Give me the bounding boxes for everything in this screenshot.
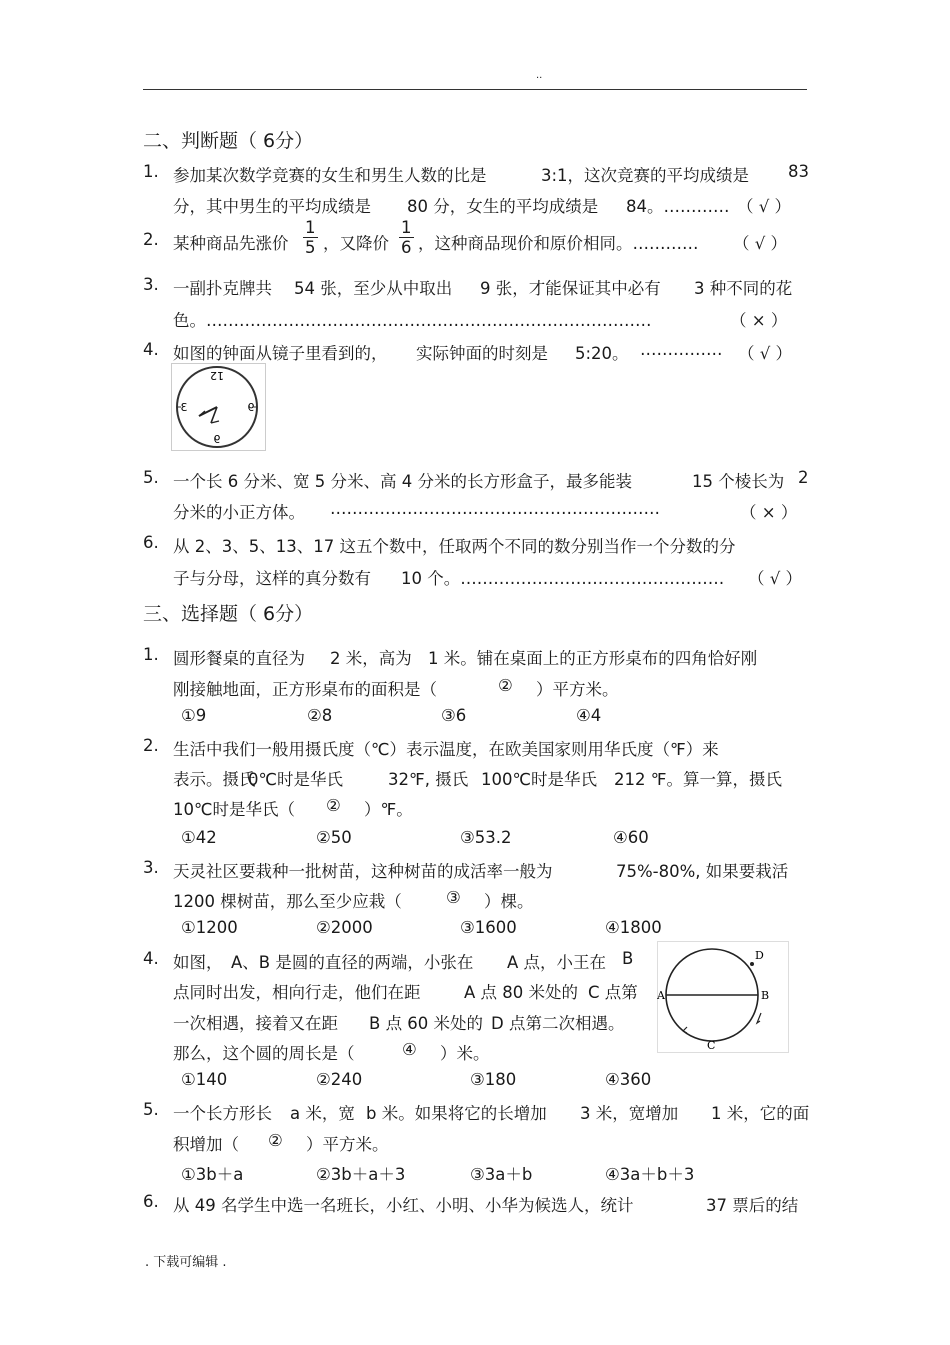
q3-5-option-2: ②3b＋a＋3 — [316, 1165, 406, 1184]
q3-4-text-g: C 点第 — [588, 983, 638, 1002]
q3-4-option-2: ②240 — [316, 1070, 363, 1089]
q3-2-option-1: ①42 — [181, 828, 217, 847]
q3-4-text-h: 一次相遇，接着又在距 — [173, 1014, 338, 1033]
q2-1-text-f: 84。………… — [626, 197, 730, 216]
q2-6-answer: （ √ ） — [748, 569, 803, 588]
q3-2-option-2: ②50 — [316, 828, 352, 847]
q3-5-text-e: 1 米，它的面 — [711, 1104, 810, 1123]
q2-1-answer: （ √ ） — [737, 197, 792, 216]
q3-1-text-b: 2 米，高为 — [330, 649, 412, 668]
q2-4-text-d: …………… — [640, 340, 723, 359]
fraction-denominator: 5 — [305, 238, 316, 257]
q3-1-option-1: ①9 — [181, 706, 207, 725]
q3-2-text-f: 212 ℉。算一算，摄氏 — [614, 770, 782, 789]
q3-2-text-e: 100℃时是华氏 — [481, 770, 598, 789]
q3-3-option-4: ④1800 — [605, 918, 662, 937]
fraction-numerator: 1 — [401, 218, 412, 237]
q2-6-number: 6. — [143, 533, 159, 552]
q2-3-text-d: 3 种不同的花 — [694, 279, 793, 298]
q3-1-text-e: ）平方米。 — [536, 680, 619, 699]
q2-4-answer: （ √ ） — [738, 344, 793, 363]
q3-4-text-d: B — [622, 949, 634, 968]
q2-2-number: 2. — [143, 230, 159, 249]
q2-2-text-c: ，这种商品现价和原价相同。………… — [418, 234, 699, 253]
q3-2-answer: ② — [326, 796, 341, 815]
q3-2-option-4: ④60 — [613, 828, 649, 847]
q2-4-number: 4. — [143, 340, 159, 359]
q3-4-text-e: 点同时出发，相向行走，他们在距 — [173, 983, 421, 1002]
q2-1-text-e: 80 分，女生的平均成绩是 — [407, 197, 599, 216]
q3-2-option-3: ③53.2 — [460, 828, 512, 847]
q3-4-text-a: 如图， — [173, 953, 223, 972]
q3-4-text-f: A 点 80 米处的 — [464, 983, 579, 1002]
point-a-label: A — [657, 989, 665, 1002]
q3-3-answer: ③ — [446, 888, 461, 907]
q3-4-text-j: D 点第二次相遇。 — [491, 1014, 625, 1033]
q3-4-option-3: ③180 — [470, 1070, 517, 1089]
section-2-title: 二、判断题（ 6分） — [143, 130, 314, 152]
q2-3-text-b: 54 张，至少从中取出 — [294, 279, 453, 298]
section-3-title: 三、选择题（ 6分） — [143, 603, 314, 625]
q2-2-text-b: ，又降价 — [323, 234, 389, 253]
q3-5-option-3: ③3a＋b — [470, 1165, 533, 1184]
q3-1-number: 1. — [143, 645, 159, 664]
q2-3-number: 3. — [143, 275, 159, 294]
q3-6-number: 6. — [143, 1192, 159, 1211]
header-dots: .. — [536, 70, 543, 81]
q3-4-text-i: B 点 60 米处的 — [369, 1014, 484, 1033]
q2-3-text-a: 一副扑克牌共 — [173, 279, 272, 298]
q2-4-text-c: 5:20。 — [575, 344, 629, 363]
q3-5-answer: ② — [268, 1131, 283, 1150]
q3-1-option-3: ③6 — [441, 706, 467, 725]
q2-1-text-c: 83 — [788, 162, 809, 181]
q2-4-text-b: 实际钟面的时刻是 — [416, 344, 548, 363]
q3-2-number: 2. — [143, 736, 159, 755]
q3-3-option-2: ②2000 — [316, 918, 373, 937]
q3-2-text-c: 0℃时是华氏 — [248, 770, 344, 789]
q3-1-option-2: ②8 — [307, 706, 333, 725]
q3-3-text-c: 1200 棵树苗，那么至少应栽（ — [173, 892, 402, 911]
q3-5-text-d: 3 米，宽增加 — [580, 1104, 679, 1123]
point-c-label: C — [707, 1039, 716, 1052]
q3-2-text-g: 10℃时是华氏（ — [173, 800, 296, 819]
q3-6-text-b: 37 票后的结 — [706, 1196, 799, 1215]
q2-2-answer: （ √ ） — [733, 234, 788, 253]
q3-5-text-a: 一个长方形长 — [173, 1104, 272, 1123]
q2-6-text-b: 子与分母，这样的真分数有 — [173, 569, 371, 588]
q2-1-text-d: 分，其中男生的平均成绩是 — [173, 197, 371, 216]
q3-1-text-d: 刚接触地面，正方形桌布的面积是（ — [173, 680, 437, 699]
arrow-right — [757, 1013, 761, 1023]
q3-3-text-b: 75%-80%, 如果要栽活 — [616, 862, 789, 881]
q3-6-text-a: 从 49 名学生中选一名班长，小红、小明、小华为候选人，统计 — [173, 1196, 634, 1215]
q3-3-number: 3. — [143, 858, 159, 877]
q3-5-number: 5. — [143, 1100, 159, 1119]
q2-3-answer: （ × ） — [730, 311, 788, 330]
q2-4-text-a: 如图的钟面从镜子里看到的， — [173, 344, 388, 363]
q3-1-text-a: 圆形餐桌的直径为 — [173, 649, 305, 668]
q3-4-text-l: ）米。 — [440, 1044, 490, 1063]
point-d-label: D — [755, 949, 764, 962]
fraction-numerator: 1 — [305, 218, 316, 237]
q2-6-text-a: 从 2、3、5、13、17 这五个数中，任取两个不同的数分别当作一个分数的分 — [173, 537, 736, 556]
mirrored-clock-figure — [171, 363, 266, 451]
page-footer: . 下载可编辑 . — [145, 1255, 227, 1270]
q3-4-text-c: A 点，小王在 — [507, 953, 607, 972]
clock-label-right: 9 — [247, 401, 255, 414]
q3-5-text-c: b 米。如果将它的长增加 — [366, 1104, 547, 1123]
q2-2-text-a: 某种商品先涨价 — [173, 234, 289, 253]
q3-1-option-4: ④4 — [576, 706, 602, 725]
fraction-one-sixth — [396, 218, 417, 257]
q3-3-text-a: 天灵社区要栽种一批树苗，这种树苗的成活率一般为 — [173, 862, 553, 881]
q2-5-text-e: …………………………………………………… — [330, 499, 660, 518]
q2-5-text-b: 15 个棱长为 — [692, 472, 785, 491]
q3-4-text-b: A、B 是圆的直径的两端，小张在 — [231, 953, 474, 972]
point-b-label: B — [761, 989, 770, 1002]
q3-5-text-f: 积增加（ — [173, 1135, 239, 1154]
q3-2-text-d: 32℉, 摄氏 — [388, 770, 469, 789]
q2-1-text-b: 3:1，这次竞赛的平均成绩是 — [541, 166, 750, 185]
q3-5-text-g: ）平方米。 — [306, 1135, 389, 1154]
q2-6-text-c: 10 个。………………………………………… — [401, 569, 725, 588]
q3-3-text-d: ）棵。 — [484, 892, 534, 911]
q2-1-text-a: 参加某次数学竞赛的女生和男生人数的比是 — [173, 166, 487, 185]
fraction-one-fifth — [300, 218, 321, 257]
clock-label-left: 3 — [180, 401, 188, 414]
clock-label-top: 12 — [210, 369, 224, 382]
q3-3-option-1: ①1200 — [181, 918, 238, 937]
q3-5-option-4: ④3a＋b＋3 — [605, 1165, 695, 1184]
q3-1-answer: ② — [498, 676, 513, 695]
q3-2-text-b: 表示。摄氏 — [173, 770, 256, 789]
q2-5-text-a: 一个长 6 分米、宽 5 分米、高 4 分米的长方形盒子，最多能装 — [173, 472, 632, 491]
q3-5-text-b: a 米，宽 — [290, 1104, 355, 1123]
q3-4-answer: ④ — [402, 1040, 417, 1059]
q3-4-number: 4. — [143, 949, 159, 968]
point-d-marker — [750, 962, 754, 966]
q3-4-option-4: ④360 — [605, 1070, 652, 1089]
q2-5-answer: （ × ） — [740, 503, 798, 522]
q2-3-text-e: 色。……………………………………………………………………… — [173, 311, 652, 330]
q2-3-text-c: 9 张，才能保证其中必有 — [480, 279, 661, 298]
q3-2-text-h: ）℉。 — [364, 800, 413, 819]
q2-1-number: 1. — [143, 162, 159, 181]
fraction-denominator: 6 — [401, 238, 412, 257]
q3-4-text-k: 那么，这个圆的周长是（ — [173, 1044, 355, 1063]
clock-label-bottom: 6 — [213, 432, 221, 445]
header-rule — [143, 89, 807, 90]
q2-5-text-c: 2 — [798, 468, 809, 487]
q2-5-text-d: 分米的小正方体。 — [173, 503, 305, 522]
circle-diagram-figure — [657, 941, 789, 1053]
q3-5-option-1: ①3b＋a — [181, 1165, 244, 1184]
q2-5-number: 5. — [143, 468, 159, 487]
q3-2-text-a: 生活中我们一般用摄氏度（℃）表示温度，在欧美国家则用华氏度（℉）来 — [173, 740, 719, 759]
q3-1-text-c: 1 米。铺在桌面上的正方形桌布的四角恰好刚 — [428, 649, 758, 668]
q3-3-option-3: ③1600 — [460, 918, 517, 937]
q3-4-option-1: ①140 — [181, 1070, 228, 1089]
